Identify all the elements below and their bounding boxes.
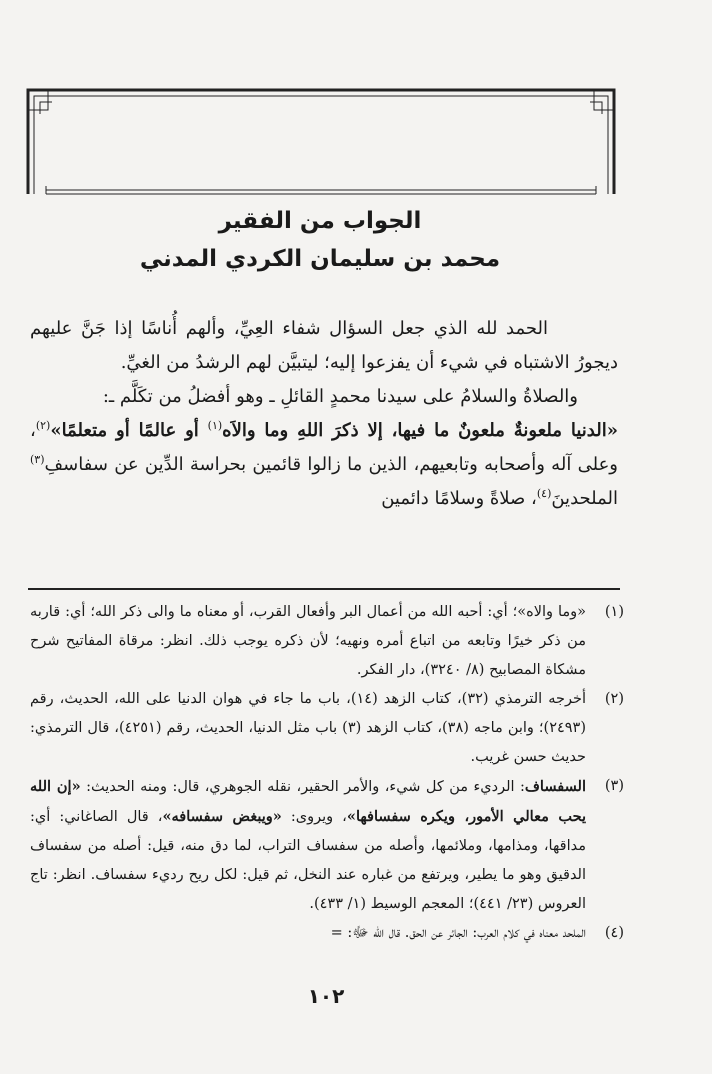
footnote-ref-2[interactable]: (٢)	[35, 419, 51, 432]
main-text	[30, 312, 618, 516]
footnote-text-part: : الرديء من كل شيء، والأمر الحقير، نقله الجوهري، قال: ومنه الحديث:	[80, 779, 525, 795]
footnote-number: (٢)	[604, 691, 624, 707]
footnote-ref-4[interactable]: (٤)	[536, 487, 552, 500]
footnote-text: أخرجه الترمذي (٣٢)، كتاب الزهد (١٤)، باب ما جاء في هوان الدنيا على الله، الحديث، رقم (٢٤٩٣)؛ وابن ماجه (٣٨)، كتاب الزهد (٣) باب مثل الدنيا، الحديث، رقم (٤٢٥١)، قال الترمذي: حديث حسن غريب.	[30, 691, 587, 765]
footnote-2	[30, 685, 624, 772]
page-subtitle: محمد بن سليمان الكردي المدني	[139, 246, 501, 272]
paragraph-praise: الحمد لله الذي جعل السؤال شفاء العِيِّ، وألهم أُناسًا إذا جَنَّ عليهم ديجورُ الاشتباه في شيء أن يفزعوا إليه؛ ليتبيَّن لهم الرشدُ من الغيِّ.	[30, 318, 618, 373]
salutation-text-2: الملحدينَ	[551, 488, 618, 509]
footnote-term: السفساف	[524, 778, 586, 795]
salutation-text-3: ، صلاةً وسلامًا دائمين	[381, 488, 537, 509]
footnote-text: «وما والاه»؛ أي: أحبه الله من أعمال البر وأفعال القرب، أو معناه ما والى ذكر الله؛ أي: قاربه من ذكر خيرًا وتابعه من اتباع أمره ونهيه؛ لأن ذكره يوجب ذلك. انظر: مرقاة المفاتيح شرح مشكاة المصابيح (٨/ ٣٢٤٠)، دار الفكر.	[30, 604, 586, 678]
footnote-hadith-quote: «إن الله يحب معالي الأمور، ويكره سفسافها»	[30, 778, 586, 825]
salutation-intro: والصلاةُ والسلامُ على سيدنا محمدٍ القائلِ ـ وهو أفضلُ من تكَلَّم ـ:	[102, 386, 578, 407]
salutation-text: ، وعلى آله وأصحابه وتابعيهم، الذين ما زالوا قائمين بحراسة الدِّين عن سفاسفِ	[30, 420, 618, 475]
page-number: ١٠٢	[307, 984, 345, 1008]
footnote-4	[30, 919, 624, 948]
footnotes	[30, 598, 624, 948]
footnote-divider	[28, 588, 620, 590]
ornamental-header-frame	[22, 84, 620, 200]
footnote-3	[30, 772, 624, 919]
footnote-ref-3[interactable]: (٣)	[30, 453, 45, 466]
footnote-number: (١)	[604, 604, 624, 620]
footnote-number: (٣)	[604, 778, 624, 794]
footnote-text-part: ، قال الصاغاني: أي: مداقها، ومذامها، وملائمها، وأصله من سفساف التراب، لما دق منه، قيل: أصله من سفساف الدقيق وهو ما يطير، ويرتفع من غباره عند النخل، ثم قيل: لكل ريح رديء سفساف. انظر: تاج العروس (٢٣/ ٤٤١)؛ المعجم الوسيط (١/ ٤٣٣).	[30, 809, 586, 912]
hadith-quote: «الدنيا ملعونةٌ ملعونٌ ما فيها، إلا ذكرَ اللهِ وما والاَه	[222, 420, 618, 441]
page-title: الجواب من الفقير	[218, 208, 422, 234]
footnote-number: (٤)	[604, 925, 624, 941]
paragraph-salutation	[30, 380, 618, 516]
footnote-text-part: ، ويروى:	[281, 809, 347, 825]
title-block	[40, 202, 600, 278]
footnote-ref-1[interactable]: (١)	[207, 419, 223, 432]
hadith-quote-end: أو عالمًا أو متعلمًا»	[50, 420, 208, 441]
footnote-1	[30, 598, 624, 685]
footnote-text	[30, 772, 586, 919]
footnote-hadith-quote: «ويبغض سفسافه»	[162, 808, 282, 825]
footnote-text: الملحد معناه في كلام العرب: الجائر عن الحق. قال الله ﷻ: =	[330, 925, 586, 941]
